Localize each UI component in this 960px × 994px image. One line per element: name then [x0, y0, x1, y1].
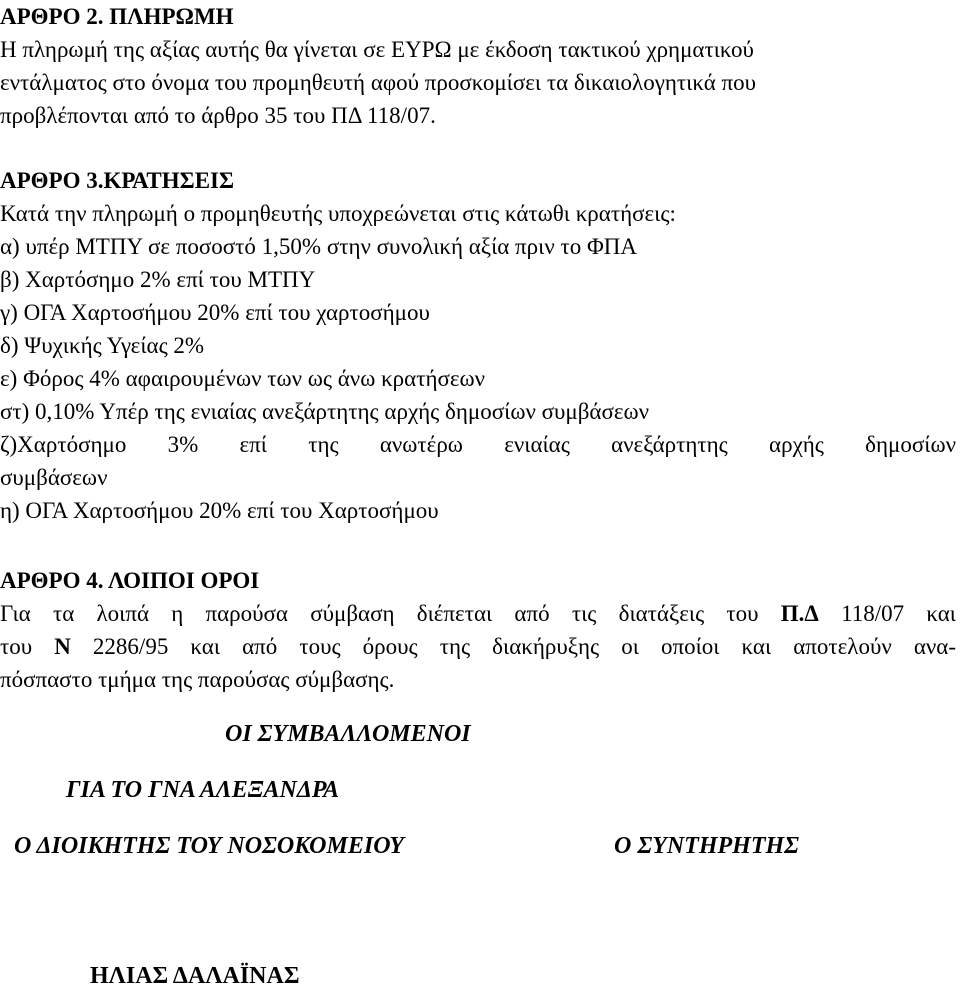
article-2: [0, 0, 956, 132]
contractor-title: Ο ΣΥΝΤΗΡΗΤΗΣ: [614, 833, 800, 859]
deduction-item: στ) 0,10% Υπέρ της ενιαίας ανεξάρτητης αρχής δημοσίων συμβάσεων: [0, 399, 650, 424]
deduction-item-continuation: συμβάσεων: [0, 465, 108, 490]
article-2-line-2: εντάλματος στο όνομα του προμηθευτή αφού προσκομίσει τα δικαιολογητικά που: [0, 70, 757, 95]
article-4-line-1: [0, 597, 956, 630]
text-run: 118/07 και: [818, 601, 956, 626]
article-4-heading: ΑΡΘΡΟ 4. ΛΟΙΠΟΙ ΟΡΟΙ: [0, 568, 260, 593]
article-2-line-1: Η πληρωμή της αξίας αυτής θα γίνεται σε ΕΥΡΩ με έκδοση τακτικού χρηματικού: [0, 37, 754, 62]
deduction-item: η) ΟΓΑ Χαρτοσήμου 20% επί του Χαρτοσήμου: [0, 498, 439, 523]
contracting-parties-title: ΟΙ ΣΥΜΒΑΛΛΟΜΕΝΟΙ: [225, 721, 471, 747]
bold-term: Ν: [54, 634, 71, 659]
deduction-item: β) Χαρτόσημο 2% επί του ΜΤΠΥ: [0, 267, 316, 292]
signer-name: ΗΛΙΑΣ ΔΑΛΑΪΝΑΣ: [90, 963, 300, 989]
article-3: [0, 164, 956, 527]
bold-term: Π.Δ: [780, 601, 819, 626]
director-title: Ο ΔΙΟΙΚΗΤΗΣ ΤΟΥ ΝΟΣΟΚΟΜΕΙΟΥ: [14, 833, 404, 859]
article-4-line-2: [0, 630, 956, 663]
article-4-line-3: πόσπαστο τμήμα της παρούσας σύμβασης.: [0, 667, 395, 692]
text-run: Για τα λοιπά η παρούσα σύμβαση διέπεται από τις διατάξεις του: [0, 601, 781, 626]
article-3-intro: Κατά την πληρωμή ο προμηθευτής υποχρεώνεται στις κάτωθι κρατήσεις:: [0, 201, 676, 226]
text-run: 2286/95 και από τους όρους της διακήρυξης οι οποίοι και αποτελούν ανα-: [70, 634, 956, 659]
deduction-item: α) υπέρ ΜΤΠΥ σε ποσοστό 1,50% στην συνολική αξία πριν το ΦΠΑ: [0, 234, 638, 259]
deduction-item: ζ)Χαρτόσημο 3% επί της ανωτέρω ενιαίας ανεξάρτητης αρχής δημοσίων: [0, 432, 956, 457]
article-2-line-3: προβλέπονται από το άρθρο 35 του ΠΔ 118/07.: [0, 103, 436, 128]
article-2-heading: ΑΡΘΡΟ 2. ΠΛΗΡΩΜΗ: [0, 4, 234, 29]
article-4: [0, 564, 956, 696]
deduction-item: γ) ΟΓΑ Χαρτοσήμου 20% επί του χαρτοσήμου: [0, 300, 430, 325]
deduction-item: ε) Φόρος 4% αφαιρουμένων των ως άνω κρατήσεων: [0, 366, 486, 391]
for-hospital-label: ΓΙΑ ΤΟ ΓΝΑ ΑΛΕΞΑΝΔΡΑ: [66, 777, 340, 803]
article-3-heading: ΑΡΘΡΟ 3.ΚΡΑΤΗΣΕΙΣ: [0, 168, 235, 193]
deduction-item: δ) Ψυχικής Υγείας 2%: [0, 333, 205, 358]
text-run: του: [0, 634, 55, 659]
